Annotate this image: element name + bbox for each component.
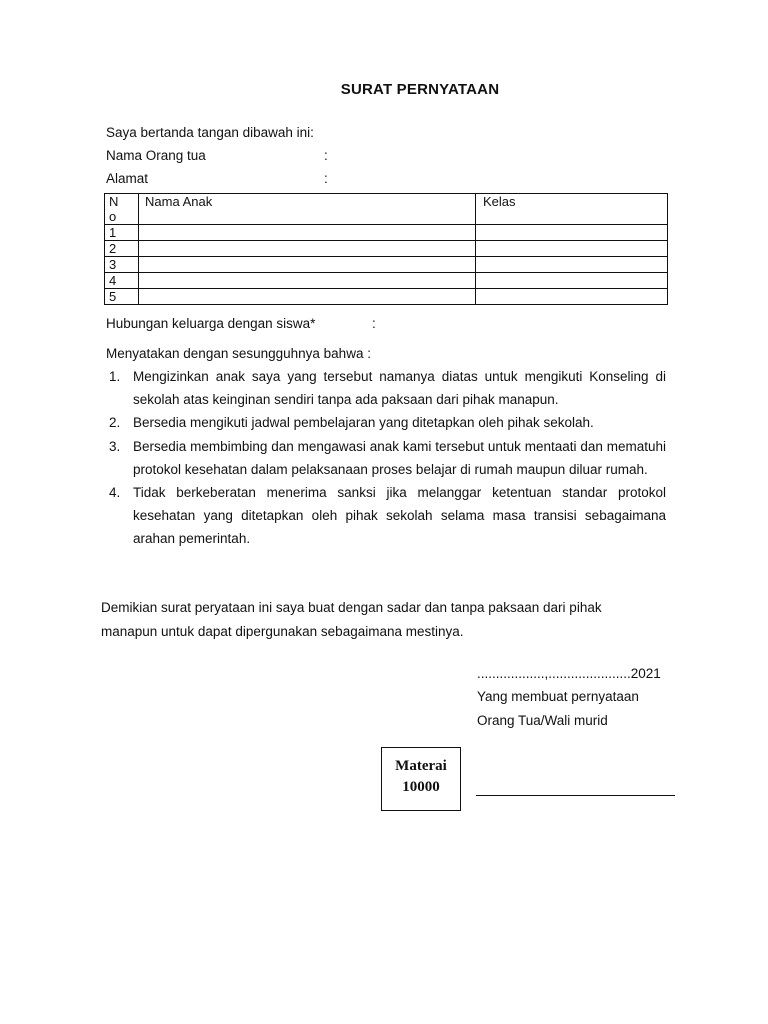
row-nama <box>139 273 476 289</box>
statement-text: Bersedia membimbing dan mengawasi anak kami tersebut untuk mentaati dan mematuhi protokol kesehatan dalam pelaksanaan proses belajar di rumah maupun diluar rumah. <box>133 438 666 477</box>
intro-text: Saya bertanda tangan dibawah ini: <box>106 125 314 140</box>
statement-number: 4. <box>109 485 121 501</box>
materai-label: Materai <box>395 758 447 774</box>
address-colon: : <box>324 171 328 186</box>
signature-maker: Yang membuat pernyataan <box>477 689 639 704</box>
statement-number: 1. <box>109 369 121 384</box>
relationship-colon: : <box>372 316 376 331</box>
materai-value: 10000 <box>402 779 440 795</box>
row-nama <box>139 225 476 241</box>
parent-name-field <box>106 148 406 163</box>
materai-stamp-box <box>381 747 461 811</box>
statement-number: 2. <box>109 415 121 431</box>
table-row <box>105 257 668 273</box>
closing-paragraph: Demikian surat peryataan ini saya buat dengan sadar dan tanpa paksaan dari pihak manapun untuk dapat dipergunakan sebagaimana mestinya. <box>101 600 602 639</box>
statement-text: Mengizinkan anak saya yang tersebut namanya diatas untuk mengikuti Konseling di sekolah atas keinginan sendiri tanpa ada paksaan dari pihak manapun. <box>133 369 666 408</box>
address-label: Alamat <box>106 171 149 186</box>
declaration-intro: Menyatakan dengan sesungguhnya bahwa : <box>106 346 371 361</box>
row-no: 2 <box>105 241 139 257</box>
signature-place-date: ..................,......................2021 <box>477 666 661 681</box>
list-item <box>104 435 666 481</box>
list-item <box>104 411 666 434</box>
table-header-row <box>105 194 668 225</box>
row-nama <box>139 241 476 257</box>
document-title: SURAT PERNYATAAN <box>340 81 500 98</box>
statement-number: 3. <box>109 438 121 454</box>
header-nama-anak: Nama Anak <box>139 194 476 225</box>
table-row <box>105 225 668 241</box>
table-row <box>105 241 668 257</box>
parent-name-colon: : <box>324 148 328 163</box>
relationship-label: Hubungan keluarga dengan siswa* <box>106 316 316 331</box>
signature-line <box>476 795 675 796</box>
list-item <box>104 481 666 551</box>
row-kelas <box>476 257 668 273</box>
row-no: 1 <box>105 225 139 241</box>
table-row <box>105 289 668 305</box>
list-item <box>104 365 666 411</box>
address-field <box>106 171 406 186</box>
children-table <box>104 193 668 305</box>
row-kelas <box>476 225 668 241</box>
header-no: N o <box>105 194 139 225</box>
row-kelas <box>476 241 668 257</box>
row-nama <box>139 289 476 305</box>
row-no: 5 <box>105 289 139 305</box>
signature-role: Orang Tua/Wali murid <box>477 713 608 728</box>
table-row <box>105 273 668 289</box>
row-no: 3 <box>105 257 139 273</box>
row-kelas <box>476 289 668 305</box>
statement-list <box>104 365 666 551</box>
row-nama <box>139 257 476 273</box>
row-kelas <box>476 273 668 289</box>
statement-text: Bersedia mengikuti jadwal pembelajaran yang ditetapkan oleh pihak sekolah. <box>133 415 594 431</box>
statement-text: Tidak berkeberatan menerima sanksi jika melanggar ketentuan standar protokol kesehatan yang ditetapkan oleh pihak sekolah selama masa transisi sebagaimana arahan pemerintah. <box>133 485 666 547</box>
row-no: 4 <box>105 273 139 289</box>
relationship-field <box>106 316 406 331</box>
header-kelas: Kelas <box>476 194 668 225</box>
parent-name-label: Nama Orang tua <box>106 148 206 163</box>
